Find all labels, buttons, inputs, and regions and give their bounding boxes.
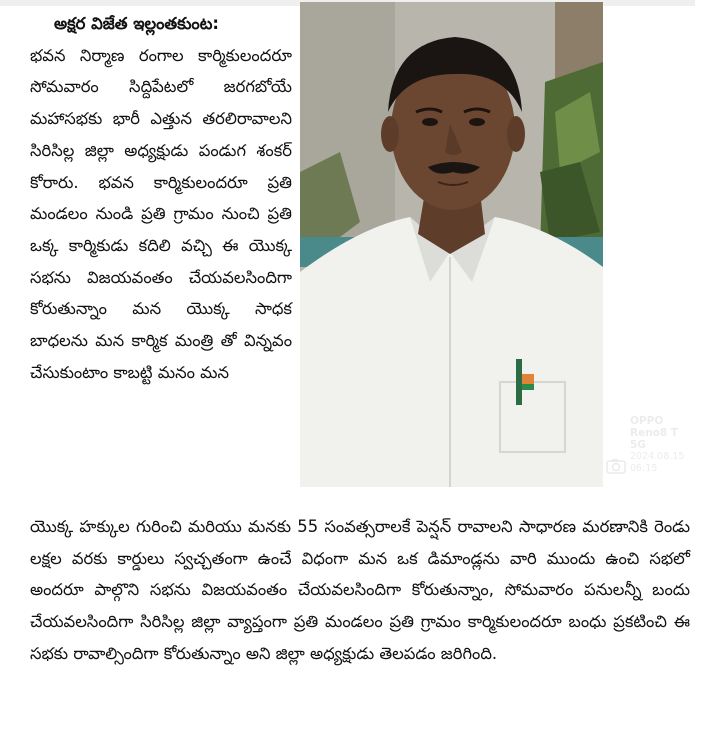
article-wide-column	[30, 511, 690, 670]
watermark-timestamp: 2024.08.15 06:15	[630, 451, 685, 474]
right-margin	[695, 0, 713, 734]
article-narrow-column	[30, 8, 292, 388]
article-body-part-1: భవన నిర్మాణ రంగాల కార్మికులందరూ సోమవారం సిద్దిపేటలో జరగబోయే మహాసభకు భారీ ఎత్తున తరలిరావాలని సిరిసిల్ల జిల్లా అధ్యక్షుడు పండుగ శంకర్ కోరారు. భవన కార్మికులందరూ ప్రతి మండలం నుండి ప్రతి గ్రామం నుంచి ప్రతి ఒక్క కార్మికుడు కదిలి వచ్చి ఈ యొక్క సభను విజయవంతం చేయవలసిందిగా కోరుతున్నాం మన యొక్క సాధక బాధలను మన కార్మిక మంత్రి తో విన్నవం చేసుకుంటాం కాబట్టి మనం మన	[30, 45, 292, 382]
news-photo	[300, 2, 685, 487]
photo-watermark	[630, 415, 684, 475]
article-dateline: అక్షర విజేత ఇల్లంతకుంట:	[54, 14, 219, 33]
article-body-part-2: యొక్క హక్కుల గురించి మరియు మనకు 55 సంవత్సరాలకే పెన్షన్ రావాలని సాధారణ మరణానికి రెండు లక్షల వరకు కార్డులు స్వచ్చతంగా ఉంచే విధంగా మన ఒక డిమాండ్లను వారి ముందు ఉంచి సభలో అందరూ పాల్గొని సభను విజయవంతం చేయవలసిందిగా కోరుతున్నాం, సోమవారం పనులన్నీ బందు చేయవలసిందిగా సిరిసిల్ల జిల్లా వ్యాప్తంగా ప్రతి మండలం ప్రతి గ్రామం కార్మికులందరూ బంధు ప్రకటించి ఈ సభకు రావాల్సిందిగా కోరుతున్నాం అని జిల్లా అధ్యక్షుడు తెలపడం జరిగింది.	[30, 517, 690, 663]
watermark-brand: OPPO Reno8 T 5G	[630, 415, 679, 451]
camera-icon	[606, 457, 626, 475]
